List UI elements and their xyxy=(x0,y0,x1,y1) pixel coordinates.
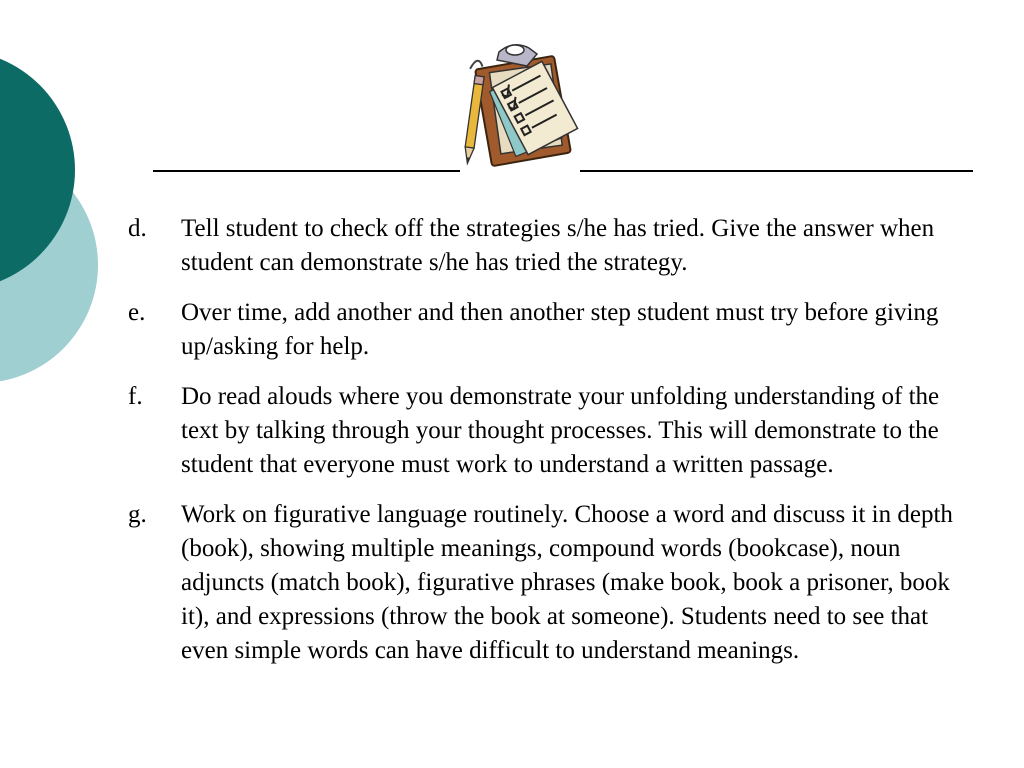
bullet-list xyxy=(128,212,988,684)
divider-line-right xyxy=(580,170,973,172)
list-item-text: Work on figurative language routinely. Choose a word and discuss it in depth (book), showing multiple meanings, compound words (bookcase), noun adjuncts (match book), figurative phrases (make book, book a prisoner, book it), and expressions (throw the book at someone). Students need to see that even simple words can have difficult to understand meanings. xyxy=(181,501,953,664)
list-item-text: Do read alouds where you demonstrate your unfolding understanding of the text by talking through your thought processes. This will demonstrate to the student that everyone must work to understand a written passage. xyxy=(181,383,940,478)
list-marker: f. xyxy=(128,383,143,410)
list-marker: d. xyxy=(128,215,147,242)
decorative-circles xyxy=(0,0,130,420)
list-item-text: Over time, add another and then another step student must try before giving up/asking for help. xyxy=(181,299,939,360)
list-item-text: Tell student to check off the strategies s/he has tried. Give the answer when student can demonstrate s/he has tried the strategy. xyxy=(181,215,935,276)
list-marker: e. xyxy=(128,299,146,326)
clipboard-checklist-icon xyxy=(455,40,580,170)
list-item xyxy=(128,212,988,280)
list-item xyxy=(128,380,988,482)
list-marker: g. xyxy=(128,501,147,528)
list-item xyxy=(128,498,988,668)
list-item xyxy=(128,296,988,364)
divider-line-left xyxy=(153,170,460,172)
